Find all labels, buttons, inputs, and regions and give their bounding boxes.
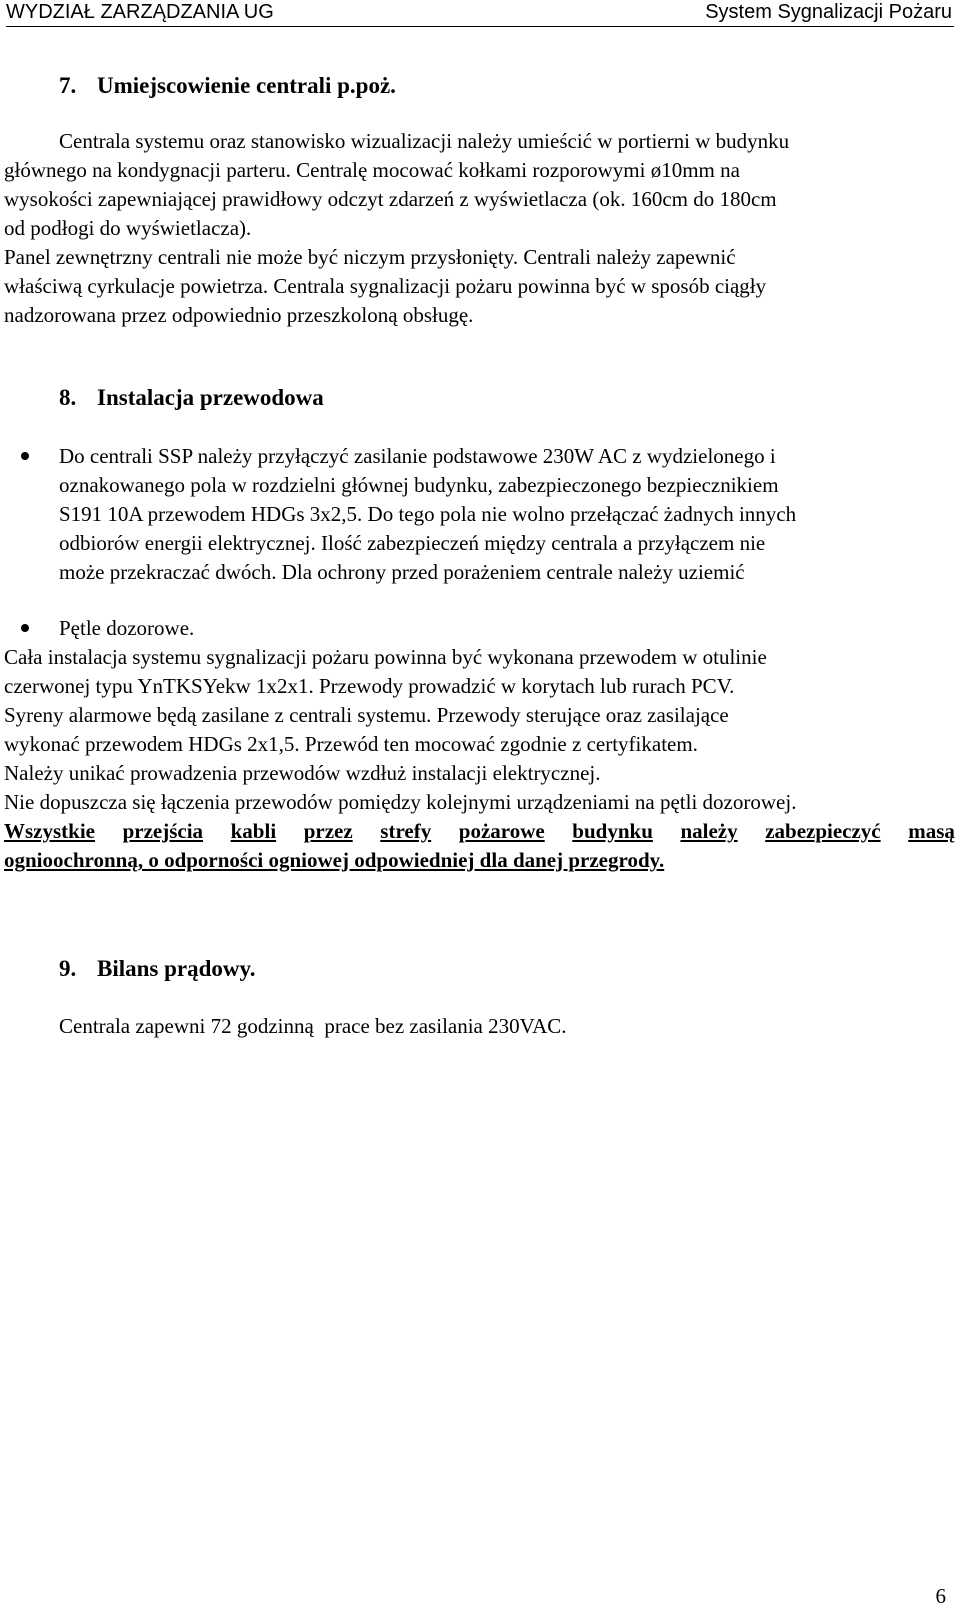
section-8-body xyxy=(4,643,955,875)
page-number: 6 xyxy=(935,1584,946,1608)
warning-word: budynku xyxy=(572,819,653,843)
text-line: Do centrali SSP należy przyłączyć zasilanie podstawowe 230W AC z wydzielonego i xyxy=(59,444,776,468)
warning-word: należy xyxy=(680,819,738,843)
warning-word: przejścia xyxy=(122,819,204,843)
text-line: Cała instalacja systemu sygnalizacji pożaru powinna być wykonana przewodem w otulinie xyxy=(4,645,767,669)
section-7-para-b xyxy=(4,156,777,330)
bullet-icon xyxy=(21,452,29,460)
section-7-para-a xyxy=(59,127,789,156)
warning-word: przez xyxy=(303,819,353,843)
section-7-heading xyxy=(59,72,396,100)
section-9-heading xyxy=(59,955,256,983)
text-line: głównego na kondygnacji parteru. Centralę mocować kołkami rozporowymi ø10mm na xyxy=(4,158,740,182)
text-line: Panel zewnętrzny centrali nie może być niczym przysłonięty. Centrali należy zapewnić xyxy=(4,245,736,269)
bullet-1-text xyxy=(59,442,796,587)
section-8-number: 8. xyxy=(59,385,77,410)
text-line: Centrala systemu oraz stanowisko wizualizacji należy umieścić w portierni w budynku xyxy=(59,129,790,153)
header-left: WYDZIAŁ ZARZĄDZANIA UG xyxy=(6,1,274,23)
bullet-2-text xyxy=(59,614,194,643)
section-8-heading xyxy=(59,384,324,412)
section-8-title: Instalacja przewodowa xyxy=(97,385,324,410)
text-line: oznakowanego pola w rozdzielni głównej budynku, zabezpieczonego bezpiecznikiem xyxy=(59,473,779,497)
text-line: wysokości zapewniającej prawidłowy odczyt zdarzeń z wyświetlacza (ok. 160cm do 180cm xyxy=(4,187,777,211)
section-7-title: Umiejscowienie centrali p.poż. xyxy=(97,73,396,98)
section-9-number: 9. xyxy=(59,956,77,981)
text-line: odbiorów energii elektrycznej. Ilość zabezpieczeń między centrala a przyłączem nie xyxy=(59,531,766,555)
text-line: od podłogi do wyświetlacza). xyxy=(4,216,252,240)
text-line: wykonać przewodem HDGs 2x1,5. Przewód ten mocować zgodnie z certyfikatem. xyxy=(4,732,698,756)
text-line: Pętle dozorowe. xyxy=(59,616,195,640)
text-line: czerwonej typu YnTKSYekw 1x2x1. Przewody prowadzić w korytach lub rurach PCV. xyxy=(4,674,735,698)
page-header xyxy=(6,0,954,27)
section-9-title: Bilans prądowy. xyxy=(97,956,256,981)
section-7-number: 7. xyxy=(59,73,77,98)
warning-word: strefy xyxy=(380,819,432,843)
text-line: Syreny alarmowe będą zasilane z centrali systemu. Przewody sterujące oraz zasilające xyxy=(4,703,729,727)
section-9-text: Centrala zapewni 72 godzinną prace bez zasilania 230VAC. xyxy=(59,1014,567,1038)
text-line: Nie dopuszcza się łączenia przewodów pomiędzy kolejnymi urządzeniami na pętli dozorowej. xyxy=(4,790,797,814)
text-line: może przekraczać dwóch. Dla ochrony przed porażeniem centrale należy uziemić xyxy=(59,560,745,584)
warning-word: pożarowe xyxy=(458,819,545,843)
warning-line-1 xyxy=(4,817,955,846)
warning-word: kabli xyxy=(230,819,277,843)
warning-word: zabezpieczyć xyxy=(765,819,881,843)
text-line: właściwą cyrkulacje powietrza. Centrala sygnalizacji pożaru powinna być w sposób ciągły xyxy=(4,274,767,298)
header-right: System Sygnalizacji Pożaru xyxy=(705,1,952,23)
warning-word: Wszystkie xyxy=(4,819,95,843)
text-line: S191 10A przewodem HDGs 3x2,5. Do tego pola nie wolno przełączać żadnych innych xyxy=(59,502,797,526)
text-line: nadzorowana przez odpowiednio przeszkoloną obsługę. xyxy=(4,303,474,327)
bullet-icon xyxy=(21,624,29,632)
warning-line-2: ognioochronną, o odporności ogniowej odpowiedniej dla danej przegrody. xyxy=(4,848,665,872)
text-line: Należy unikać prowadzenia przewodów wzdłuż instalacji elektrycznej. xyxy=(4,761,601,785)
warning-word: masą xyxy=(908,819,955,843)
